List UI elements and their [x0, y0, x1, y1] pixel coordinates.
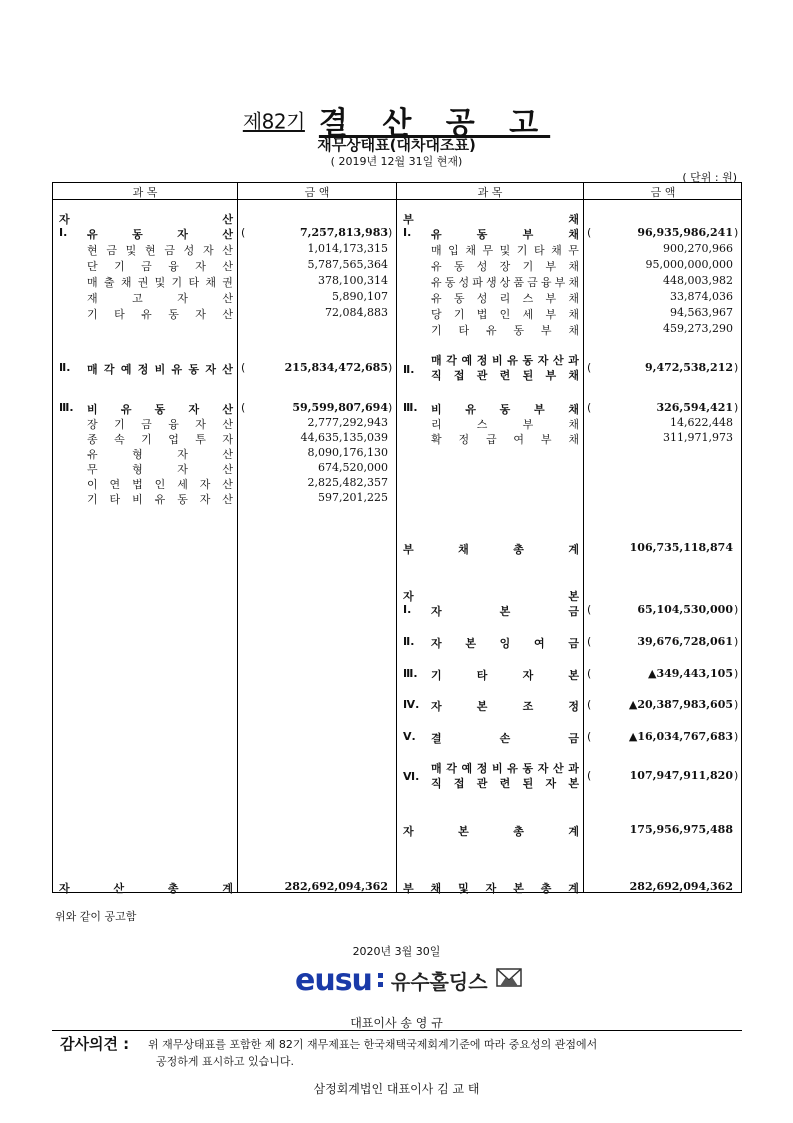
column-divider	[396, 183, 397, 892]
amount-value: 96,935,986,241	[637, 226, 733, 239]
amount-value: 39,676,728,061	[637, 635, 733, 648]
equity-item-label: 자 본 잉 여 금	[431, 637, 579, 650]
audit-opinion-line1: 위 재무상태표를 포함한 제 82기 재무제표는 한국채택국제회계기준에 따라 중요성의 관점에서	[148, 1038, 598, 1051]
amount-value: 282,692,094,362	[284, 880, 388, 893]
logo-wordmark: eusu	[295, 962, 372, 998]
amount-value: 8,090,176,130	[307, 446, 388, 459]
paren-open: (	[587, 769, 592, 782]
liabilities-heading: 부 채	[403, 213, 579, 226]
ceo-name: 대표이사 송 영 규	[350, 1016, 443, 1030]
amount-value: ▲349,443,105	[647, 667, 733, 680]
asset-item-label: 무 형 자 산	[87, 463, 233, 476]
amount-value: ▲20,387,983,605	[628, 698, 733, 711]
roman-numeral: Ⅲ.	[59, 401, 74, 414]
paren-close: )	[734, 667, 739, 680]
paren-close: )	[734, 401, 739, 414]
amount-value: 5,787,565,364	[307, 258, 388, 271]
noncurrent-liabilities-label: 비 유 동 부 채	[431, 403, 579, 416]
assets-heading: 자 산	[59, 213, 233, 226]
paren-close: )	[388, 361, 393, 374]
header-account-left: 과 목	[132, 186, 158, 199]
equity-heading: 자 본	[403, 590, 579, 603]
asset-item-label: 재 고 자 산	[87, 292, 233, 305]
logo-colon-icon	[378, 973, 383, 987]
asset-item-label: 장 기 금 융 자 산	[87, 418, 233, 431]
asset-item-label: 종 속 기 업 투 자	[87, 433, 233, 446]
amount-value: 2,825,482,357	[307, 476, 388, 489]
equity-item-label: 자 본 조 정	[431, 700, 579, 713]
equity-item-label: 기 타 자 본	[431, 669, 579, 682]
roman-numeral: Ⅵ.	[403, 770, 420, 783]
roman-numeral: Ⅲ.	[403, 667, 418, 680]
paren-close: )	[388, 401, 393, 414]
fiscal-period: 제82기	[242, 109, 305, 134]
amount-value: 106,735,118,874	[629, 541, 733, 554]
paren-open: (	[587, 667, 592, 680]
held-for-sale-equity-label: 매 각 예 정 비 유 동 자 산 과 직 접 관 련 된 자 본	[431, 762, 579, 790]
total-liabilities-label: 부 채 총 계	[403, 543, 579, 556]
amount-value: 311,971,973	[663, 431, 733, 444]
roman-numeral: Ⅲ.	[403, 401, 418, 414]
amount-value: 459,273,290	[663, 322, 733, 335]
paren-open: (	[241, 401, 246, 414]
noncurrent-assets-label: 비 유 동 자 산	[87, 403, 233, 416]
amount-value: 2,777,292,943	[307, 416, 388, 429]
roman-numeral: Ⅱ.	[403, 363, 415, 376]
statement-date: ( 2019년 12월 31일 현재)	[330, 155, 463, 168]
divider	[52, 1030, 742, 1031]
audit-opinion-line2: 공정하게 표시하고 있습니다.	[156, 1055, 295, 1068]
liability-item-label: 리 스 부 채	[431, 418, 579, 431]
company-logo	[295, 964, 522, 996]
amount-value: 59,599,807,694	[292, 401, 388, 414]
roman-numeral: Ⅱ.	[403, 635, 415, 648]
announcement-date: 2020년 3월 30일	[352, 945, 441, 958]
paren-close: )	[734, 635, 739, 648]
asset-item-label: 유 형 자 산	[87, 448, 233, 461]
paren-close: )	[734, 698, 739, 711]
amount-value: 378,100,314	[318, 274, 388, 287]
paren-open: (	[587, 730, 592, 743]
equity-item-label: 결 손 금	[431, 732, 579, 745]
paren-close: )	[734, 226, 739, 239]
liability-item-label: 유 동 성 리 스 부 채	[431, 292, 579, 305]
amount-value: 9,472,538,212	[644, 361, 733, 374]
roman-numeral: Ⅰ.	[59, 226, 68, 239]
balance-sheet-table	[52, 182, 742, 893]
current-assets-label: 유 동 자 산	[87, 228, 233, 241]
column-divider	[237, 183, 238, 892]
total-liabilities-equity-label: 부 채 및 자 본 총 계	[403, 882, 579, 895]
paren-close: )	[734, 730, 739, 743]
title-text: 결 산 공 고	[318, 106, 551, 141]
paren-open: (	[241, 361, 246, 374]
total-assets-label: 자 산 총 계	[59, 882, 233, 895]
audit-opinion-heading: 감사의견 :	[60, 1035, 130, 1053]
logo-company-name: 유수홀딩스	[390, 969, 488, 994]
roman-numeral: Ⅴ.	[403, 730, 416, 743]
paren-close: )	[734, 361, 739, 374]
liability-item-label: 유 동 성 파 생 상 품 금 융 부 채	[431, 276, 579, 289]
equity-item-label: 자 본 금	[431, 605, 579, 618]
liability-item-label: 확 정 급 여 부 채	[431, 433, 579, 446]
amount-value: 282,692,094,362	[629, 880, 733, 893]
amount-value: 14,622,448	[670, 416, 733, 429]
amount-value: 900,270,966	[663, 242, 733, 255]
column-divider	[583, 183, 584, 892]
amount-value: 65,104,530,000	[637, 603, 733, 616]
statement-subtitle: 재무상태표(대차대조표)	[317, 136, 476, 154]
amount-value: 448,003,982	[663, 274, 733, 287]
amount-value: 1,014,173,315	[307, 242, 388, 255]
paren-open: (	[587, 635, 592, 648]
roman-numeral: Ⅱ.	[59, 361, 71, 374]
paren-close: )	[734, 603, 739, 616]
unit-label: ( 단위 : 원)	[682, 171, 737, 184]
auditor-signature: 삼정회계법인 대표이사 김 교 태	[313, 1082, 480, 1096]
paren-close: )	[388, 226, 393, 239]
asset-item-label: 기 타 유 동 자 산	[87, 308, 233, 321]
amount-value: 107,947,911,820	[629, 769, 733, 782]
asset-item-label: 이 연 법 인 세 자 산	[87, 478, 233, 491]
liability-item-label: 유 동 성 장 기 부 채	[431, 260, 579, 273]
liability-item-label: 매 입 채 무 및 기 타 채 무	[431, 244, 579, 257]
current-liabilities-label: 유 동 부 채	[431, 228, 579, 241]
announcement-note: 위와 같이 공고함	[55, 910, 137, 923]
asset-item-label: 매 출 채 권 및 기 타 채 권	[87, 276, 233, 289]
asset-item-label: 단 기 금 융 자 산	[87, 260, 233, 273]
header-account-right: 과 목	[477, 186, 503, 199]
paren-open: (	[587, 361, 592, 374]
amount-value: 44,635,135,039	[300, 431, 388, 444]
amount-value: 33,874,036	[670, 290, 733, 303]
amount-value: ▲16,034,767,683	[628, 730, 733, 743]
paren-open: (	[241, 226, 246, 239]
amount-value: 7,257,813,983	[299, 226, 388, 239]
amount-value: 326,594,421	[656, 401, 733, 414]
paren-open: (	[587, 401, 592, 414]
held-for-sale-assets-label: 매 각 예 정 비 유 동 자 산	[87, 363, 233, 376]
liability-item-label: 기 타 유 동 부 채	[431, 324, 579, 337]
amount-value: 95,000,000,000	[645, 258, 733, 271]
amount-value: 175,956,975,488	[629, 823, 733, 836]
amount-value: 597,201,225	[318, 491, 388, 504]
amount-value: 674,520,000	[318, 461, 388, 474]
total-equity-label: 자 본 총 계	[403, 825, 579, 838]
roman-numeral: Ⅰ.	[403, 226, 412, 239]
paren-close: )	[734, 769, 739, 782]
amount-value: 94,563,967	[670, 306, 733, 319]
asset-item-label: 기 타 비 유 동 자 산	[87, 493, 233, 506]
asset-item-label: 현 금 및 현 금 성 자 산	[87, 244, 233, 257]
logo-emblem-icon	[496, 968, 522, 992]
header-amount-right: 금 액	[650, 186, 676, 199]
liability-item-label: 당 기 법 인 세 부 채	[431, 308, 579, 321]
roman-numeral: Ⅰ.	[403, 603, 412, 616]
paren-open: (	[587, 603, 592, 616]
roman-numeral: Ⅳ.	[403, 698, 420, 711]
amount-value: 5,890,107	[332, 290, 388, 303]
paren-open: (	[587, 226, 592, 239]
header-amount-left: 금 액	[304, 186, 330, 199]
amount-value: 72,084,883	[325, 306, 388, 319]
held-for-sale-liabilities-label: 매 각 예 정 비 유 동 자 산 과 직 접 관 련 된 부 채	[431, 354, 579, 382]
paren-open: (	[587, 698, 592, 711]
amount-value: 215,834,472,685	[284, 361, 388, 374]
